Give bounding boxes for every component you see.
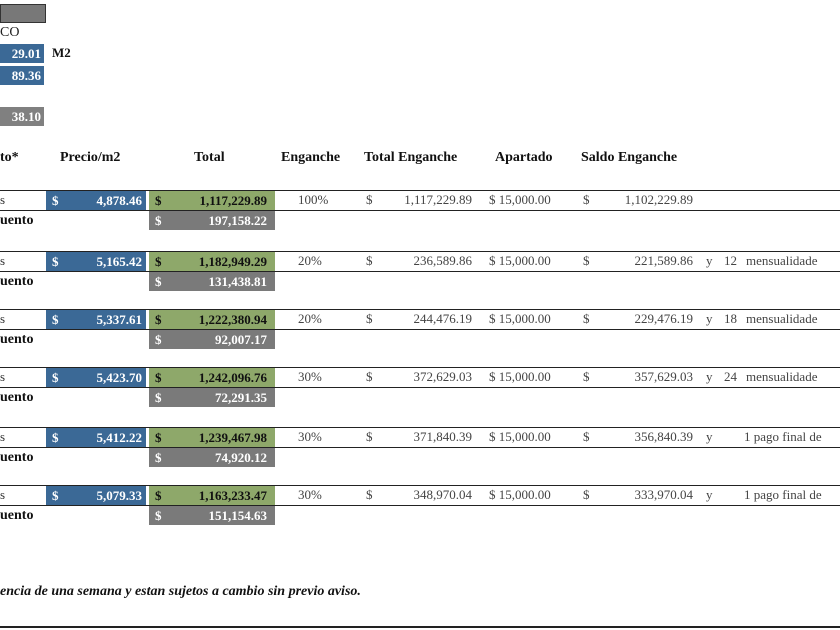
header-plan: to* <box>0 150 19 165</box>
total-value: 1,117,229.89 <box>199 193 267 208</box>
row-bottom-line <box>0 505 840 506</box>
total-value: 1,242,096.76 <box>198 370 267 385</box>
total-enganche-value: 244,476.19 <box>413 311 472 326</box>
total-enganche-currency: $ <box>366 311 373 326</box>
plan-label: s <box>0 192 6 207</box>
price-per-m2 <box>46 486 146 505</box>
discount-currency: $ <box>155 508 162 523</box>
plan-label: s <box>0 311 6 326</box>
price-currency: $ <box>52 488 59 503</box>
price-per-m2 <box>46 428 146 447</box>
price-currency: $ <box>52 370 59 385</box>
footer-note: encia de una semana y estan sujetos a cambio sin previo aviso. <box>0 584 361 599</box>
header-total-enganche: Total Enganche <box>364 150 458 165</box>
plan-text: 1 pago final de <box>744 429 822 444</box>
plan-y: y <box>706 429 713 444</box>
saldo-value: 229,476.19 <box>634 311 693 326</box>
header-saldo-enganche: Saldo Enganche <box>581 150 678 165</box>
price-currency: $ <box>52 430 59 445</box>
price-per-m2 <box>46 310 146 329</box>
discount-amount <box>149 272 275 291</box>
enganche-percent: 20% <box>298 253 322 268</box>
apartado-value: $ 15,000.00 <box>489 369 551 384</box>
label-co: CO <box>0 25 20 40</box>
saldo-value: 1,102,229.89 <box>624 192 693 207</box>
header-total: Total <box>194 150 225 165</box>
discount-amount <box>149 388 275 407</box>
enganche-percent: 30% <box>298 369 322 384</box>
row-bottom-line <box>0 210 840 211</box>
plan-label: s <box>0 487 6 502</box>
total-value: 1,222,380.94 <box>198 312 267 327</box>
total-currency: $ <box>155 430 162 445</box>
discount-label: uento <box>0 508 34 523</box>
total-price <box>149 310 275 329</box>
discount-value: 92,007.17 <box>215 332 267 347</box>
total-enganche-currency: $ <box>366 429 373 444</box>
total-enganche-value: 1,117,229.89 <box>404 192 472 207</box>
total-currency: $ <box>155 370 162 385</box>
discount-amount <box>149 506 275 525</box>
discount-currency: $ <box>155 213 162 228</box>
saldo-currency: $ <box>583 192 590 207</box>
discount-currency: $ <box>155 332 162 347</box>
discount-currency: $ <box>155 274 162 289</box>
plan-y: y <box>706 311 713 326</box>
row-bottom-line <box>0 271 840 272</box>
apartado-value: $ 15,000.00 <box>489 192 551 207</box>
saldo-currency: $ <box>583 369 590 384</box>
plan-text: mensualidade <box>746 253 818 268</box>
discount-amount <box>149 330 275 349</box>
saldo-currency: $ <box>583 253 590 268</box>
plan-text: mensualidade <box>746 369 818 384</box>
price-currency: $ <box>52 193 59 208</box>
discount-amount <box>149 211 275 230</box>
plan-text: 1 pago final de <box>744 487 822 502</box>
saldo-currency: $ <box>583 311 590 326</box>
row-bottom-line <box>0 387 840 388</box>
discount-value: 151,154.63 <box>208 508 267 523</box>
discount-currency: $ <box>155 390 162 405</box>
plan-label: s <box>0 253 6 268</box>
discount-value: 131,438.81 <box>208 274 267 289</box>
total-enganche-currency: $ <box>366 369 373 384</box>
plan-months: 18 <box>724 311 737 326</box>
enganche-percent: 20% <box>298 311 322 326</box>
price-per-m2 <box>46 252 146 271</box>
discount-amount <box>149 448 275 467</box>
plan-label: s <box>0 429 6 444</box>
apartado-value: $ 15,000.00 <box>489 253 551 268</box>
total-currency: $ <box>155 488 162 503</box>
saldo-currency: $ <box>583 429 590 444</box>
total-value: 1,182,949.29 <box>198 254 267 269</box>
total-enganche-currency: $ <box>366 487 373 502</box>
total-price <box>149 252 275 271</box>
discount-label: uento <box>0 332 34 347</box>
plan-text: mensualidade <box>746 311 818 326</box>
total-price <box>149 368 275 387</box>
top-gray-cell <box>0 4 46 23</box>
saldo-value: 356,840.39 <box>634 429 693 444</box>
price-value: 5,079.33 <box>96 488 142 503</box>
price-value: 4,878.46 <box>96 193 142 208</box>
saldo-value: 221,589.86 <box>634 253 693 268</box>
apartado-value: $ 15,000.00 <box>489 487 551 502</box>
total-currency: $ <box>155 254 162 269</box>
price-currency: $ <box>52 254 59 269</box>
header-apartado: Apartado <box>495 150 553 165</box>
value-3: 38.10 <box>0 107 44 126</box>
row-bottom-line <box>0 447 840 448</box>
header-enganche: Enganche <box>281 150 341 165</box>
plan-months: 12 <box>724 253 737 268</box>
discount-value: 74,920.12 <box>215 450 267 465</box>
price-value: 5,337.61 <box>96 312 142 327</box>
discount-label: uento <box>0 450 34 465</box>
plan-y: y <box>706 369 713 384</box>
apartado-value: $ 15,000.00 <box>489 311 551 326</box>
total-value: 1,163,233.47 <box>198 488 267 503</box>
enganche-percent: 100% <box>298 192 329 207</box>
bottom-divider <box>0 626 840 628</box>
discount-currency: $ <box>155 450 162 465</box>
plan-months: 24 <box>724 369 737 384</box>
area-unit: M2 <box>52 45 71 60</box>
saldo-currency: $ <box>583 487 590 502</box>
plan-y: y <box>706 253 713 268</box>
total-currency: $ <box>155 312 162 327</box>
total-currency: $ <box>155 193 162 208</box>
enganche-percent: 30% <box>298 487 322 502</box>
price-value: 5,165.42 <box>96 254 142 269</box>
price-per-m2 <box>46 191 146 210</box>
apartado-value: $ 15,000.00 <box>489 429 551 444</box>
total-value: 1,239,467.98 <box>198 430 267 445</box>
total-enganche-value: 371,840.39 <box>413 429 472 444</box>
value-2: 89.36 <box>0 66 44 85</box>
saldo-value: 333,970.04 <box>634 487 693 502</box>
discount-label: uento <box>0 390 34 405</box>
total-enganche-value: 236,589.86 <box>413 253 472 268</box>
header-price-m2: Precio/m2 <box>60 150 121 165</box>
saldo-value: 357,629.03 <box>634 369 693 384</box>
total-enganche-value: 372,629.03 <box>413 369 472 384</box>
discount-value: 197,158.22 <box>208 213 267 228</box>
price-per-m2 <box>46 368 146 387</box>
discount-value: 72,291.35 <box>215 390 267 405</box>
plan-label: s <box>0 369 6 384</box>
price-currency: $ <box>52 312 59 327</box>
total-price <box>149 191 275 210</box>
discount-label: uento <box>0 213 34 228</box>
enganche-percent: 30% <box>298 429 322 444</box>
total-enganche-currency: $ <box>366 253 373 268</box>
discount-label: uento <box>0 274 34 289</box>
total-price <box>149 486 275 505</box>
plan-y: y <box>706 487 713 502</box>
total-enganche-currency: $ <box>366 192 373 207</box>
total-price <box>149 428 275 447</box>
price-value: 5,423.70 <box>96 370 142 385</box>
area-value: 29.01 <box>0 44 44 63</box>
price-value: 5,412.22 <box>96 430 142 445</box>
row-bottom-line <box>0 329 840 330</box>
total-enganche-value: 348,970.04 <box>413 487 472 502</box>
